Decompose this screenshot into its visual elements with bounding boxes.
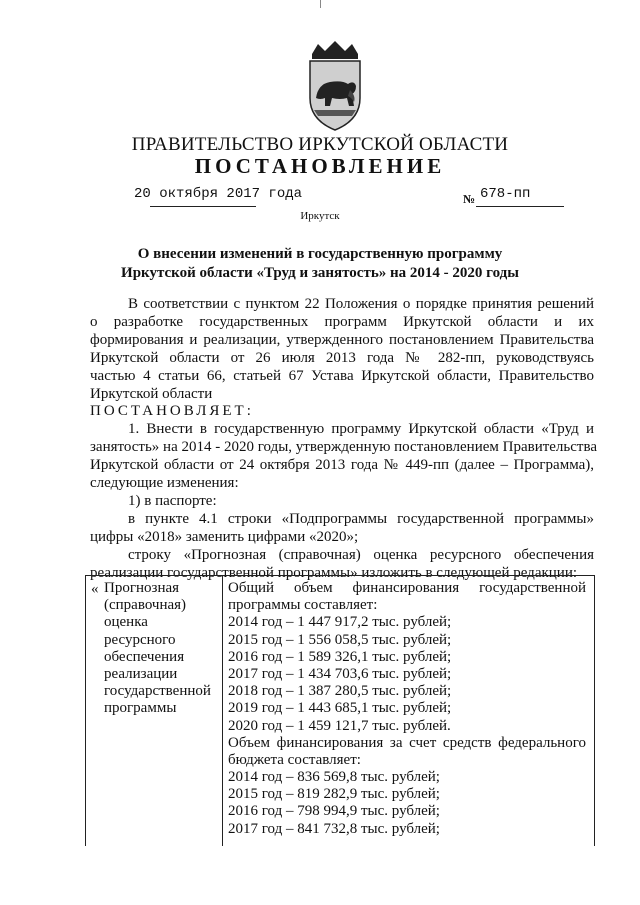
table-top-border — [85, 575, 595, 576]
title-line-1: О внесении изменений в государственную программу — [137, 246, 503, 262]
preamble-line: В соответствии с пунктом 22 Положения о порядке принятия решений — [128, 296, 594, 312]
item-1-line: занятость» на 2014 - 2020 годы, утвержденную постановлением Правительства — [90, 439, 598, 455]
left-cell-line: Прогнозная — [104, 580, 180, 596]
item-b-line: реализации государственной программы» изложить в следующей редакции: — [90, 565, 578, 581]
preamble — [90, 295, 594, 403]
preamble-line: формирования и реализации, утвержденного постановлением Правительства — [90, 332, 594, 348]
table-right-border — [594, 575, 595, 846]
item-a-line: в пункте 4.1 строки «Подпрограммы государственной программы» — [128, 511, 594, 527]
right-cell-line: 2014 год – 836 569,8 тыс. рублей; — [228, 769, 440, 786]
right-cell-line: Общий объем финансирования государственной — [228, 580, 586, 596]
left-cell-line: оценка — [104, 614, 148, 631]
resolves-heading: ПОСТАНОВЛЯЕТ: — [90, 403, 254, 419]
right-cell-line: 2016 год – 1 589 326,1 тыс. рублей; — [228, 648, 452, 665]
right-cell-line: 2017 год – 1 434 703,6 тыс. рублей; — [228, 665, 452, 682]
item-1-line: следующие изменения: — [90, 475, 239, 491]
right-cell-line: 2016 год – 798 994,9 тыс. рублей; — [228, 803, 440, 820]
right-cell-line: 2018 год – 1 387 280,5 тыс. рублей; — [228, 683, 452, 700]
table-left-cell — [104, 580, 220, 718]
left-cell-line: государственной — [104, 683, 211, 700]
preamble-line: Иркутской области — [90, 386, 213, 402]
opening-quote: « — [91, 581, 99, 597]
document-type: ПОСТАНОВЛЕНИЕ — [194, 154, 446, 178]
table-left-border — [85, 575, 86, 846]
document-number: 678-пп — [480, 186, 531, 202]
scan-mark — [320, 0, 321, 8]
right-cell-line: 2020 год – 1 459 121,7 тыс. рублей. — [228, 717, 451, 734]
right-cell-line: 2015 год – 1 556 058,5 тыс. рублей; — [228, 631, 452, 648]
right-cell-line: Объем финансирования за счет средств федерального — [228, 734, 586, 751]
title-line-2: Иркутской области «Труд и занятость» на 2014 - 2020 годы — [121, 265, 519, 281]
preamble-line: Иркутской области от 26 июля 2013 года № 282-пп, руководствуясь — [90, 350, 594, 366]
government-name: ПРАВИТЕЛЬСТВО ИРКУТСКОЙ ОБЛАСТИ — [131, 134, 509, 155]
item-1-line: 1. Внести в государственную программу Иркутской области «Труд и — [128, 421, 594, 437]
left-cell-line: ресурсного — [104, 631, 176, 648]
right-cell-line: бюджета составляет: — [228, 751, 361, 768]
number-sign: № — [463, 192, 476, 206]
preamble-line: частью 4 статьи 66, статьей 67 Устава Иркутской области, Правительство — [90, 368, 594, 384]
item-1-1: 1) в паспорте: — [128, 493, 217, 509]
item-1-line: Иркутской области от 24 октября 2013 года № 449-пп (далее – Программа), — [90, 457, 594, 473]
left-cell-line: программы — [104, 700, 177, 717]
right-cell-line: 2014 год – 1 447 917,2 тыс. рублей; — [228, 614, 452, 631]
right-cell-line: 2017 год – 841 732,8 тыс. рублей; — [228, 820, 440, 837]
coat-of-arms-icon — [298, 40, 372, 132]
left-cell-line: реализации — [104, 665, 178, 682]
table-column-divider — [222, 575, 223, 846]
number-underline — [476, 206, 564, 207]
item-1 — [90, 420, 598, 582]
preamble-line: о разработке государственных программ Иркутской области и их — [90, 314, 594, 330]
document-date: 20 октября 2017 года — [134, 186, 303, 202]
city-label: Иркутск — [300, 210, 340, 222]
item-b-line: строку «Прогнозная (справочная) оценка ресурсного обеспечения — [128, 547, 594, 563]
left-cell-line: обеспечения — [104, 648, 185, 665]
item-a-line: цифры «2018» заменить цифрами «2020»; — [90, 529, 359, 545]
table-right-cell — [228, 580, 586, 838]
right-cell-line: 2015 год – 819 282,9 тыс. рублей; — [228, 786, 440, 803]
right-cell-line: программы составляет: — [228, 597, 378, 614]
left-cell-line: (справочная) — [104, 597, 187, 614]
right-cell-line: 2019 год – 1 443 685,1 тыс. рублей; — [228, 700, 452, 717]
date-underline — [150, 206, 256, 207]
